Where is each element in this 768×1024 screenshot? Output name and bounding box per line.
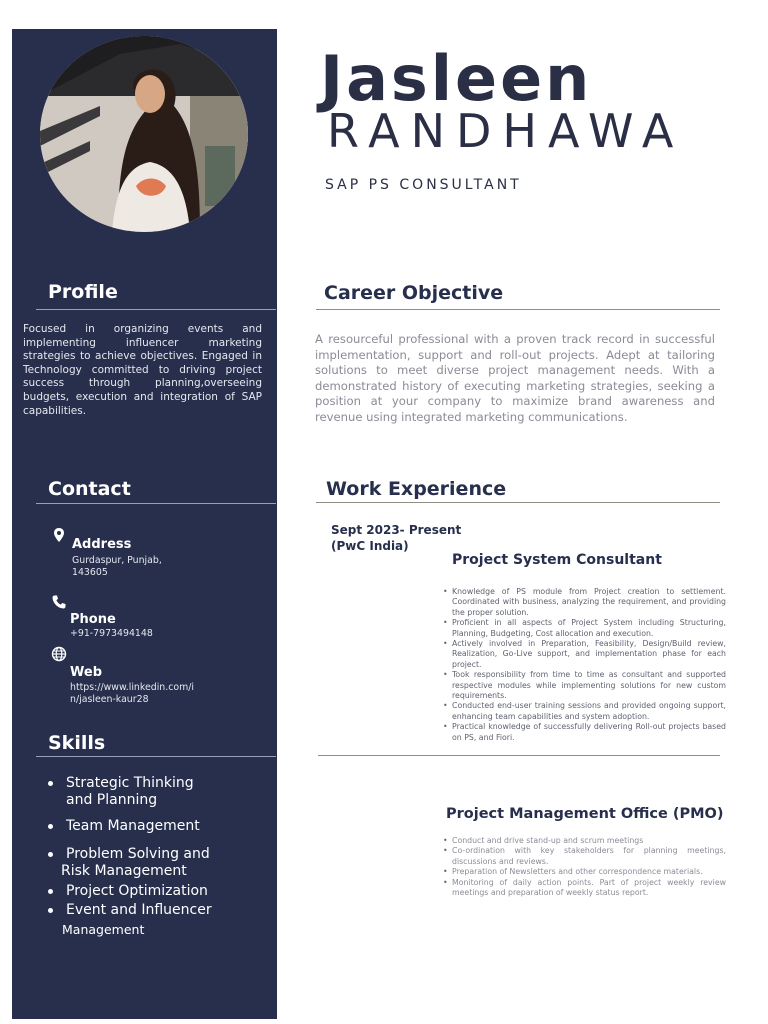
web-label: Web	[70, 665, 102, 680]
skill-item: Team Management	[48, 818, 200, 834]
contact-heading: Contact	[48, 478, 131, 500]
job-title: SAP PS CONSULTANT	[325, 177, 522, 193]
profile-text: Focused in organizing events and implementing influencer marketing strategies to achieve objectives. Engaged in Technology committed to driving project success through planning,overseeing budgets, execution and integration of SAP capabilities.	[23, 323, 262, 417]
address-line-1: Gurdaspur, Punjab,	[72, 555, 162, 566]
list-item: • Preparation of Newsletters and other correspondence materials.	[445, 867, 726, 877]
skill-item: Project Optimization	[48, 883, 208, 899]
globe-icon	[51, 646, 67, 662]
list-item: • Proficient in all aspects of Project System including Structuring, Planning, Budgeting, Cost allocation and execution.	[445, 618, 726, 639]
role-bullets-pmo	[445, 836, 726, 898]
work-experience-heading: Work Experience	[326, 478, 507, 500]
bullet-icon	[48, 852, 53, 857]
list-item: • Conduct and drive stand-up and scrum meetings	[445, 836, 726, 846]
skill-item: Strategic Thinking and Planning	[48, 775, 194, 808]
career-objective-heading: Career Objective	[324, 282, 504, 304]
profile-photo-image	[40, 36, 248, 232]
role-title-pmo: Project Management Office (PMO)	[446, 806, 724, 822]
role-bullets-ps-consultant	[445, 587, 726, 743]
list-item: • Conducted end-user training sessions and provided ongoing support, enhancing team capabilities and system adoption.	[445, 701, 726, 722]
last-name: RANDHAWA	[327, 104, 685, 158]
bullet-icon	[48, 889, 53, 894]
skills-heading: Skills	[48, 732, 106, 754]
skill-item: Problem Solving and Risk Management	[48, 846, 210, 879]
address-label: Address	[72, 537, 132, 552]
list-item: • Actively involved in Preparation, Feasibility, Design/Build review, Realization, Go-Live support, and implementation phase for each project.	[445, 639, 726, 670]
profile-heading: Profile	[48, 281, 118, 303]
address-line-2: 143605	[72, 567, 108, 578]
career-objective-divider	[316, 309, 720, 310]
skill-item: Event and Influencer Management	[48, 902, 212, 937]
list-item: • Co-ordination with key stakeholders for planning meetings, discussions and reviews.	[445, 846, 726, 867]
company-name: (PwC India)	[331, 539, 409, 553]
first-name: Jasleen	[320, 42, 593, 115]
profile-divider	[36, 309, 276, 310]
list-item: • Practical knowledge of successfully delivering Roll-out projects based on PS, and Fiori.	[445, 722, 726, 743]
list-item: • Monitoring of daily action points. Part of project weekly review meetings and preparation of weekly status report.	[445, 878, 726, 899]
role-title-ps-consultant: Project System Consultant	[452, 552, 662, 568]
phone-value[interactable]: +91-7973494148	[70, 628, 153, 639]
bullet-icon	[48, 781, 53, 786]
employment-period	[331, 522, 461, 554]
list-item: • Took responsibility from time to time as consultant and supported respective modules while implementing solutions for new custom requirements.	[445, 670, 726, 701]
phone-icon	[51, 594, 67, 610]
location-pin-icon	[51, 527, 67, 543]
work-experience-divider	[316, 502, 720, 503]
skills-divider	[36, 756, 276, 757]
web-link-line-2[interactable]: n/jasleen-kaur28	[70, 694, 149, 705]
role-divider	[318, 755, 720, 756]
contact-divider	[36, 503, 276, 504]
bullet-icon	[48, 908, 53, 913]
profile-photo	[40, 36, 248, 232]
web-link-line-1[interactable]: https://www.linkedin.com/i	[70, 682, 195, 693]
career-objective-text: A resourceful professional with a proven track record in successful implementation, support and roll-out projects. Adept at tailoring solutions to meet diverse project management needs. With a demonstrated history of executing marketing strategies, seeking a position at your company to maximize brand awareness and revenue using integrated marketing communications.	[315, 332, 715, 424]
period-dates: Sept 2023- Present	[331, 523, 462, 537]
list-item: • Knowledge of PS module from Project creation to settlement. Coordinated with business, analyzing the requirement, and providing the proper solution.	[445, 587, 726, 618]
bullet-icon	[48, 824, 53, 829]
phone-label: Phone	[70, 612, 116, 627]
